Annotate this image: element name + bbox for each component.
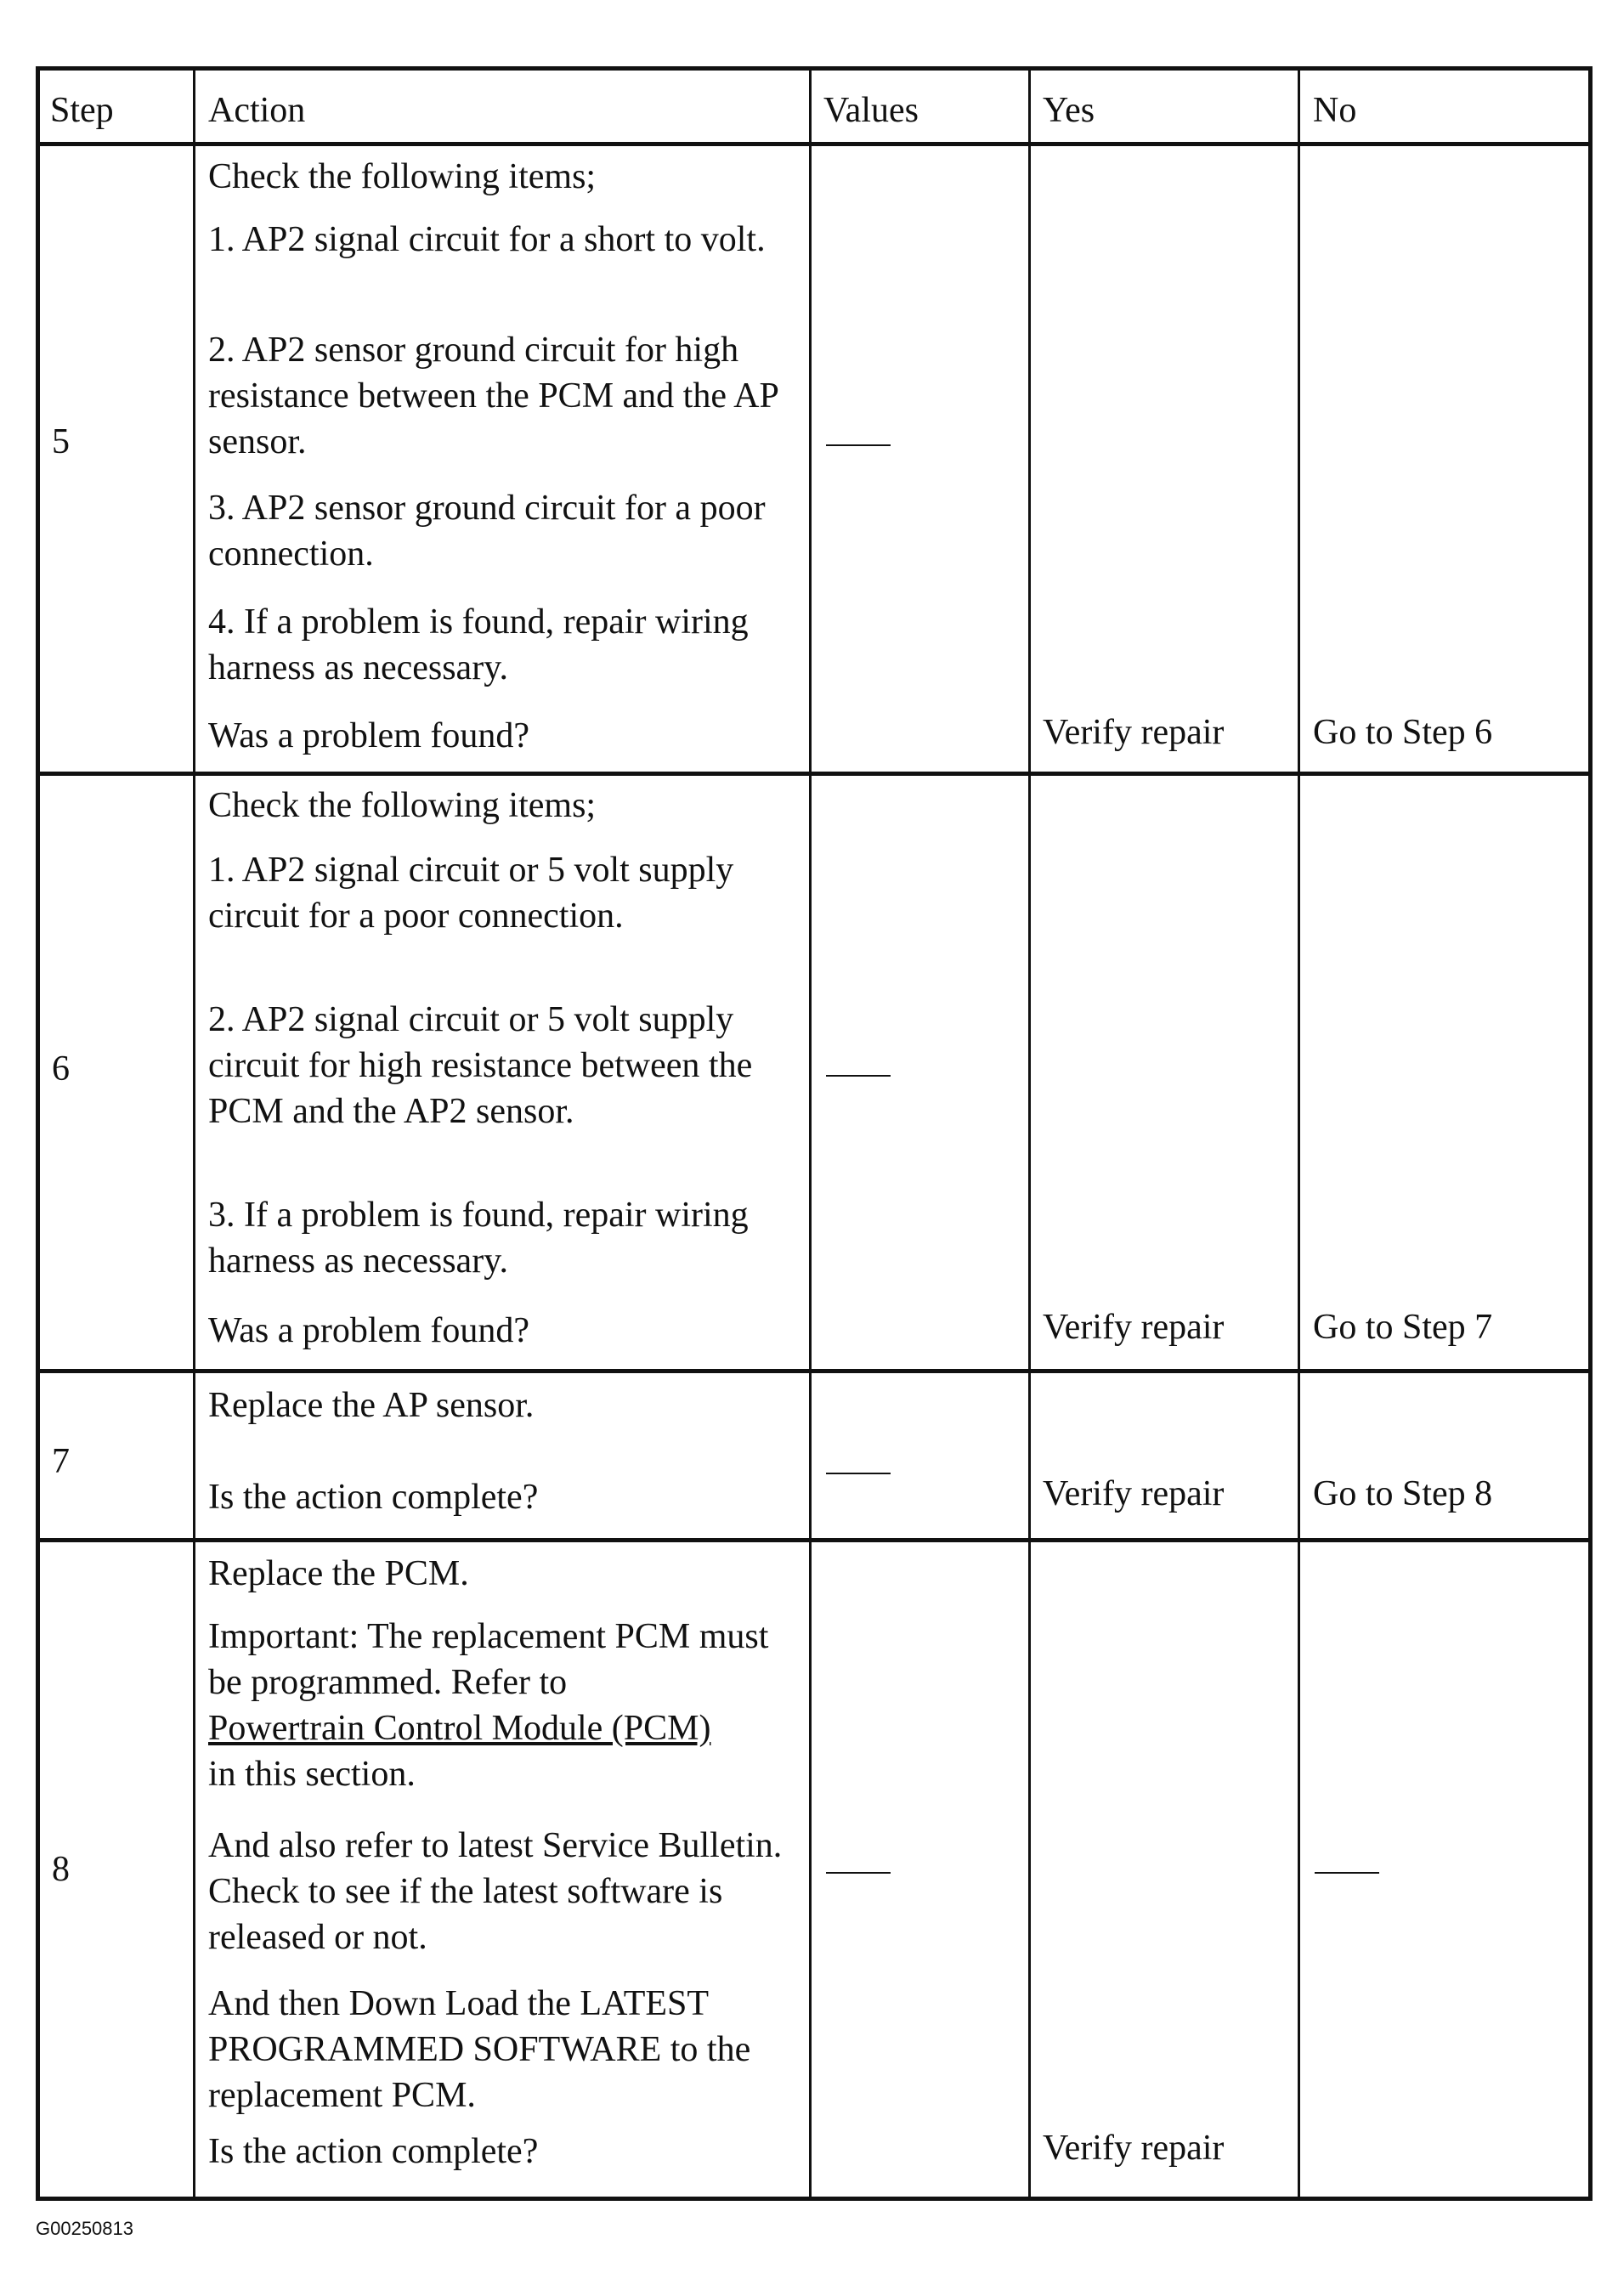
no-empty-dash xyxy=(1315,1872,1379,1874)
no-result: Go to Step 7 xyxy=(1313,1308,1493,1347)
no-result: Go to Step 6 xyxy=(1313,713,1493,752)
action-item: Replace the AP sensor. xyxy=(208,1386,535,1425)
action-item: 2. AP2 signal circuit or 5 volt supply circuit for high resistance between the PCM and the AP2 sensor. xyxy=(208,1000,753,1131)
no-result: Go to Step 8 xyxy=(1313,1474,1493,1513)
column-divider xyxy=(1028,71,1031,2197)
column-divider xyxy=(193,71,195,2197)
figure-code: G00250813 xyxy=(36,2218,133,2239)
action-item: 3. AP2 sensor ground circuit for a poor connection. xyxy=(208,489,766,574)
row-divider xyxy=(40,772,1588,776)
action-item: 1. AP2 signal circuit for a short to volt. xyxy=(208,220,766,259)
action-item: And also refer to latest Service Bulletin. Check to see if the latest software is released or not. xyxy=(208,1826,783,1957)
header-yes: Yes xyxy=(1043,91,1095,130)
action-question: Is the action complete? xyxy=(208,1478,539,1517)
step-number: 6 xyxy=(52,1049,70,1089)
action-question: Was a problem found? xyxy=(208,1311,529,1350)
yes-result: Verify repair xyxy=(1043,1474,1225,1513)
yes-result: Verify repair xyxy=(1043,1308,1225,1347)
step-number: 8 xyxy=(52,1850,70,1889)
row-divider xyxy=(40,1369,1588,1373)
action-item: 1. AP2 signal circuit or 5 volt supply circuit for a poor connection. xyxy=(208,851,734,936)
action-intro: Check the following items; xyxy=(208,786,597,825)
yes-result: Verify repair xyxy=(1043,2129,1225,2168)
action-note: in this section. xyxy=(208,1755,416,1794)
yes-result: Verify repair xyxy=(1043,713,1225,752)
action-item: 3. If a problem is found, repair wiring harness as necessary. xyxy=(208,1196,749,1281)
action-item: And then Down Load the LATEST PROGRAMMED SOFTWARE to the replacement PCM. xyxy=(208,1984,751,2115)
diagnostic-table xyxy=(36,66,1593,2201)
header-no: No xyxy=(1313,91,1357,130)
values-empty-dash xyxy=(826,1872,891,1874)
header-action: Action xyxy=(208,91,306,130)
row-divider xyxy=(40,1538,1588,1542)
step-number: 7 xyxy=(52,1442,70,1481)
action-note: Important: The replacement PCM must be programmed. Refer to xyxy=(208,1617,769,1702)
header-divider xyxy=(40,142,1588,146)
values-empty-dash xyxy=(826,1075,891,1077)
header-values: Values xyxy=(823,91,919,130)
header-step: Step xyxy=(50,91,114,130)
values-empty-dash xyxy=(826,1473,891,1474)
column-divider xyxy=(809,71,812,2197)
action-question: Is the action complete? xyxy=(208,2132,539,2171)
step-number: 5 xyxy=(52,422,70,461)
action-item: 2. AP2 sensor ground circuit for high resistance between the PCM and the AP sensor. xyxy=(208,331,778,461)
action-item: 4. If a problem is found, repair wiring harness as necessary. xyxy=(208,602,749,687)
action-intro: Check the following items; xyxy=(208,157,597,196)
pcm-reference-link[interactable]: Powertrain Control Module (PCM) xyxy=(208,1709,711,1748)
action-item: Replace the PCM. xyxy=(208,1554,469,1593)
action-question: Was a problem found? xyxy=(208,716,529,755)
column-divider xyxy=(1298,71,1300,2197)
values-empty-dash xyxy=(826,444,891,446)
